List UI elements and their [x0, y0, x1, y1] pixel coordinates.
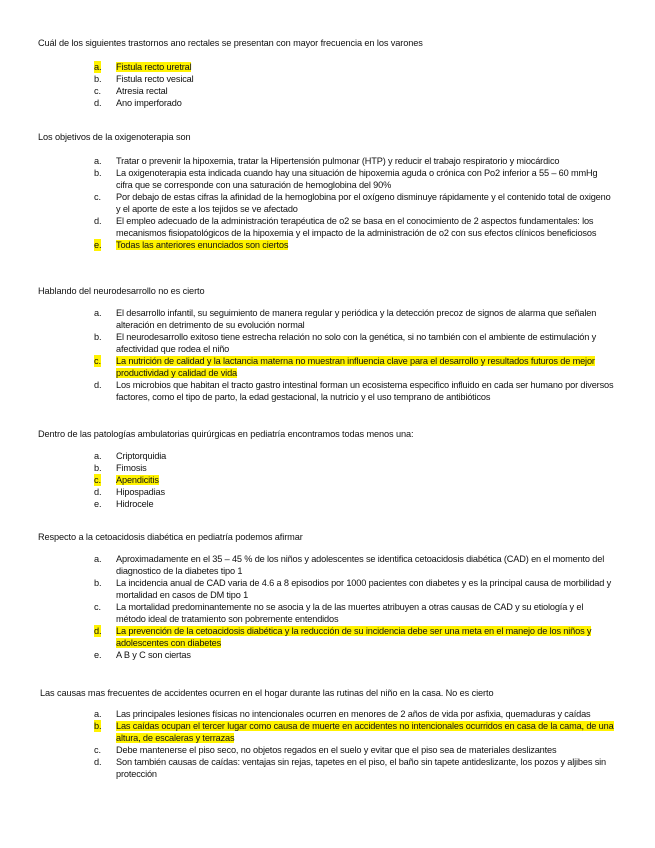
answer-option	[94, 553, 614, 577]
option-text: Las principales lesiones físicas no intencionales ocurren en menores de 2 años de vida por asfixia, quemaduras y caídas	[116, 709, 591, 719]
option-letter: a.	[94, 709, 102, 719]
answer-option	[94, 191, 614, 215]
highlighted-answer-text: Las caídas ocupan el tercer lugar como causa de muerte en accidentes no intencionales ocurridos en casa de la cama, de una altura, de escaleras y terrazas	[116, 721, 614, 743]
option-letter: b.	[94, 463, 102, 473]
option-text: Ano imperforado	[116, 98, 182, 108]
option-letter: b.	[94, 332, 102, 342]
option-letter: e.	[94, 650, 102, 660]
option-letter: a.	[94, 554, 102, 564]
answer-option	[94, 331, 614, 355]
highlighted-answer-text: La prevención de la cetoacidosis diabética y la reducción de su incidencia debe ser una meta en el manejo de los niños y adolescentes con diabetes	[116, 626, 592, 648]
answer-option	[94, 355, 614, 379]
answer-option	[94, 155, 614, 167]
answer-option	[94, 73, 614, 85]
question-5-options	[94, 553, 614, 661]
answer-option	[94, 450, 614, 462]
answer-option	[94, 215, 614, 239]
option-text: Hidrocele	[116, 499, 154, 509]
question-1-text: Cuál de los siguientes trastornos ano rectales se presentan con mayor frecuencia en los varones	[38, 38, 423, 48]
option-text: La oxigenoterapia esta indicada cuando hay una situación de hipoxemia aguda o crónica con Po2 inferior a 55 – 60 mmHg cifra que se corresponde con una saturación de hemoglobina del 90%	[116, 168, 598, 190]
question-6-options	[94, 708, 614, 780]
option-letter: c.	[94, 475, 101, 485]
answer-option	[94, 307, 614, 331]
question-2-text: Los objetivos de la oxigenoterapia son	[38, 132, 191, 142]
option-letter: c.	[94, 192, 101, 202]
option-letter: b.	[94, 168, 102, 178]
option-letter: d.	[94, 626, 102, 636]
answer-option	[94, 474, 614, 486]
option-text: Los microbios que habitan el tracto gastro intestinal forman un ecosistema especifico influido en cada ser humano por diversos factores, como el tipo de parto, la edad gestacional, la nutricio y el uso temprano de antibióticos	[116, 380, 614, 402]
answer-option	[94, 239, 614, 251]
option-letter: a.	[94, 62, 102, 72]
answer-option	[94, 61, 614, 73]
option-text: Debe mantenerse el piso seco, no objetos regados en el suelo y evitar que el piso sea de materiales deslizantes	[116, 745, 557, 755]
option-text: A B y C son ciertas	[116, 650, 191, 660]
answer-option	[94, 625, 614, 649]
option-letter: b.	[94, 578, 102, 588]
question-4-options	[94, 450, 614, 510]
option-letter: d.	[94, 487, 102, 497]
question-1-options	[94, 61, 614, 109]
answer-option	[94, 379, 614, 403]
option-text: Atresia rectal	[116, 86, 168, 96]
question-5-text: Respecto a la cetoacidosis diabética en pediatría podemos afirmar	[38, 532, 303, 542]
option-text: Criptorquidia	[116, 451, 167, 461]
answer-option	[94, 601, 614, 625]
option-letter: c.	[94, 745, 101, 755]
answer-option	[94, 649, 614, 661]
option-letter: d.	[94, 380, 102, 390]
option-text: Tratar o prevenir la hipoxemia, tratar la Hipertensión pulmonar (HTP) y reducir el trabajo respiratorio y miocárdico	[116, 156, 560, 166]
question-6-text: Las causas mas frecuentes de accidentes ocurren en el hogar durante las rutinas del niño en la casa. No es cierto	[40, 688, 494, 698]
answer-option	[94, 577, 614, 601]
answer-option	[94, 486, 614, 498]
option-text: Son también causas de caídas: ventajas sin rejas, tapetes en el piso, el baño sin tapete antideslizante, los pozos y aljibes sin protección	[116, 757, 606, 779]
answer-option	[94, 744, 614, 756]
option-text: Aproximadamente en el 35 – 45 % de los niños y adolescentes se identifica cetoacidosis diabética (CAD) en el momento del diagnostico de la diabetes tipo 1	[116, 554, 605, 576]
option-letter: a.	[94, 308, 102, 318]
question-4-text: Dentro de las patologías ambulatorias quirúrgicas en pediatría encontramos todas menos una:	[38, 429, 414, 439]
option-letter: c.	[94, 86, 101, 96]
option-letter: d.	[94, 98, 102, 108]
highlighted-answer-text: Todas las anteriores enunciados son ciertos	[116, 240, 289, 250]
highlighted-answer-text: Fistula recto uretral	[116, 62, 192, 72]
option-text: Fistula recto vesical	[116, 74, 194, 84]
answer-option	[94, 462, 614, 474]
answer-option	[94, 167, 614, 191]
option-letter: b.	[94, 74, 102, 84]
option-text: La mortalidad predominantemente no se asocia y la de las muertes atribuyen a otras causas de CAD y su etiología y el método ideal de tratamiento son pobremente entendidos	[116, 602, 584, 624]
question-3-text: Hablando del neurodesarrollo no es cierto	[38, 286, 205, 296]
option-letter: a.	[94, 156, 102, 166]
option-letter: a.	[94, 451, 102, 461]
highlighted-answer-text: La nutrición de calidad y la lactancia materna no muestran influencia clave para el desarrollo y resultados futuros de mejor productividad y calidad de vida	[116, 356, 595, 378]
option-text: El empleo adecuado de la administración terapéutica de o2 se basa en el conocimiento de 2 aspectos fundamentales: los mecanismos fisiopatológicos de la hipoxemia y el impacto de la administración de o2 con sus efectos clínicos beneficiosos	[116, 216, 597, 238]
option-letter: e.	[94, 240, 102, 250]
option-letter: d.	[94, 757, 102, 767]
question-3-options	[94, 307, 614, 403]
answer-option	[94, 720, 614, 744]
answer-option	[94, 85, 614, 97]
option-text: Fimosis	[116, 463, 147, 473]
option-letter: b.	[94, 721, 102, 731]
highlighted-answer-text: Apendicitis	[116, 475, 159, 485]
option-text: Por debajo de estas cifras la afinidad de la hemoglobina por el oxígeno disminuye rápidamente y el contenido total de oxigeno y el aporte de este a los tejidos se ve afectado	[116, 192, 611, 214]
option-text: Hipospadias	[116, 487, 165, 497]
option-letter: c.	[94, 356, 101, 366]
option-letter: e.	[94, 499, 102, 509]
question-2-options	[94, 155, 614, 251]
option-letter: c.	[94, 602, 101, 612]
answer-option	[94, 498, 614, 510]
option-text: El desarrollo infantil, su seguimiento de manera regular y periódica y la detección precoz de signos de alarma que señalen alteración en detrimento de su evolución normal	[116, 308, 597, 330]
option-text: La incidencia anual de CAD varia de 4.6 a 8 episodios por 1000 pacientes con diabetes y es la principal causa de morbilidad y mortalidad en casos de DM tipo 1	[116, 578, 612, 600]
answer-option	[94, 708, 614, 720]
option-letter: d.	[94, 216, 102, 226]
option-text: El neurodesarrollo exitoso tiene estrecha relación no solo con la genética, si no también con el ambiente de estimulación y afectividad que rodea el niño	[116, 332, 597, 354]
answer-option	[94, 756, 614, 780]
answer-option	[94, 97, 614, 109]
